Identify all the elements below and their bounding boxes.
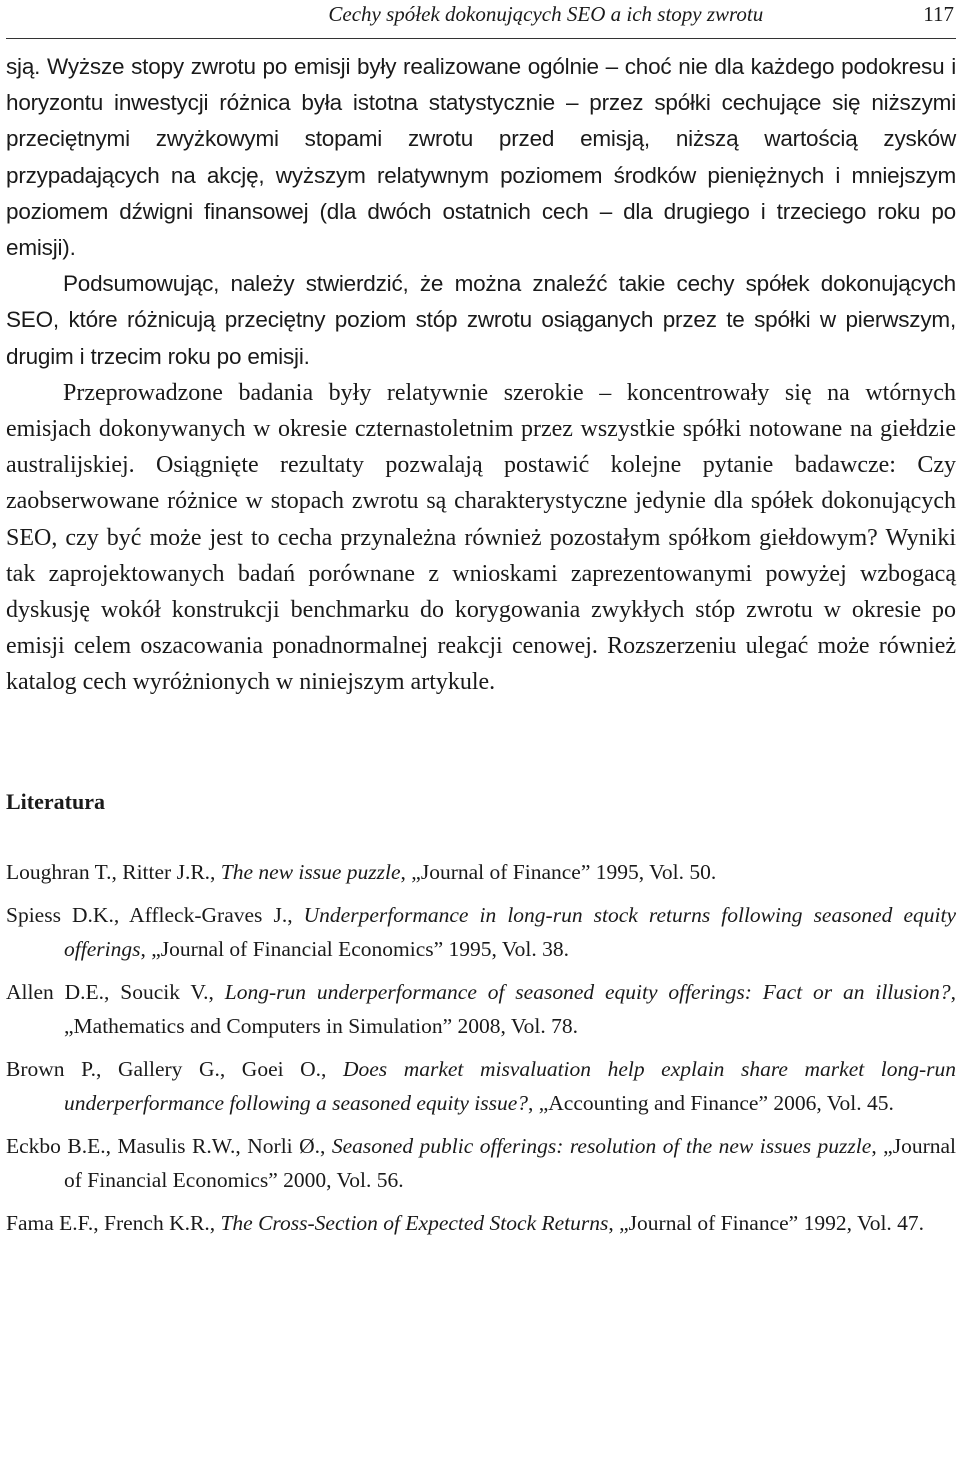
reference-authors: Eckbo B.E., Masulis R.W., Norli Ø., [6, 1133, 332, 1158]
reference-source: , „Journal of Finance” 1995, Vol. 50. [400, 859, 717, 884]
literature-heading: Literatura [6, 788, 105, 814]
reference-title: Seasoned public offerings: resolution of the new issues puzzle [331, 1133, 872, 1158]
reference-item [6, 855, 956, 889]
reference-title: Does market misvaluation help explain share market long-run underperformance following a seasoned equity issue? [64, 1056, 957, 1115]
reference-source: , „Mathematics and Computers in Simulation” 2008, Vol. 78. [64, 979, 956, 1038]
reference-title: Underperformance in long-run stock returns following seasoned equity offerings [64, 902, 956, 961]
reference-source: , „Journal of Financial Economics” 2000, Vol. 56. [64, 1133, 956, 1192]
paragraph-conclusion: Przeprowadzone badania były relatywnie szerokie – koncentrowały się na wtórnych emisjach dokonywanych w okresie czternastoletnim przez wszystkie spółki notowane na giełdzie australijskiej. Osiągnięte rezultaty pozwalają postawić kolejne pytanie badawcze: Czy zaobserwowane różnice w stopach zwrotu są charakterystyczne jedynie dla spółek dokonujących SEO, czy być może jest to cecha przynależna również pozostałym spółkom giełdowym? Wyniki tak zaprojektowanych badań porównane z wnioskami zaprezentowanymi powyżej wzbogacą dyskusję wokół konstrukcji benchmarku do korygowania zwykłych stóp zwrotu w okresie po emisji celem oszacowania ponadnormalnej reakcji cenowej. Rozszerzeniu ulegać może również katalog cech wyróżnionych w niniejszym artykule. [6, 379, 956, 696]
reference-list [6, 855, 956, 1240]
reference-item [6, 1052, 956, 1120]
reference-source: , „Journal of Finance” 1992, Vol. 47. [608, 1210, 925, 1235]
running-title: Cechy spółek dokonujących SEO a ich stopy zwrotu [328, 2, 764, 26]
paragraph-summary: Podsumowując, należy stwierdzić, że można znaleźć takie cechy spółek dokonujących SEO, które różnicują przeciętny poziom stóp zwrotu osiąganych przez te spółki w pierwszym, drugim i trzecim roku po emisji. [6, 271, 956, 369]
reference-authors: Spiess D.K., Affleck-Graves J., [6, 902, 304, 927]
reference-item [6, 975, 956, 1043]
page-number: 117 [923, 2, 954, 26]
reference-title: The Cross-Section of Expected Stock Returns [220, 1210, 609, 1235]
reference-title: The new issue puzzle [220, 859, 401, 884]
reference-authors: Allen D.E., Soucik V., [6, 979, 225, 1004]
reference-authors: Brown P., Gallery G., Goei O., [6, 1056, 343, 1081]
body-text [6, 49, 956, 701]
reference-item [6, 1206, 956, 1240]
reference-source: , „Journal of Financial Economics” 1995, Vol. 38. [140, 936, 569, 961]
reference-authors: Loughran T., Ritter J.R., [6, 859, 221, 884]
reference-item [6, 898, 956, 966]
reference-item [6, 1129, 956, 1197]
running-header [6, 0, 956, 39]
paragraph-continuation: sją. Wyższe stopy zwrotu po emisji były realizowane ogólnie – choć nie dla każdego podokresu i horyzontu inwestycji różnica była istotna statystycznie – przez spółki cechujące się niższymi przeciętnymi zwyżkowymi stopami zwrotu przed emisją, niższą wartością zysków przypadających na akcję, wyższym relatywnym poziomem środków pieniężnych i mniejszym poziomem dźwigni finansowej (dla dwóch ostatnich cech – dla drugiego i trzeciego roku po emisji). [6, 54, 956, 261]
reference-source: , „Accounting and Finance” 2006, Vol. 45. [527, 1090, 894, 1115]
reference-title: Long-run underperformance of seasoned equity offerings: Fact or an illusion? [224, 979, 951, 1004]
reference-authors: Fama E.F., French K.R., [6, 1210, 221, 1235]
